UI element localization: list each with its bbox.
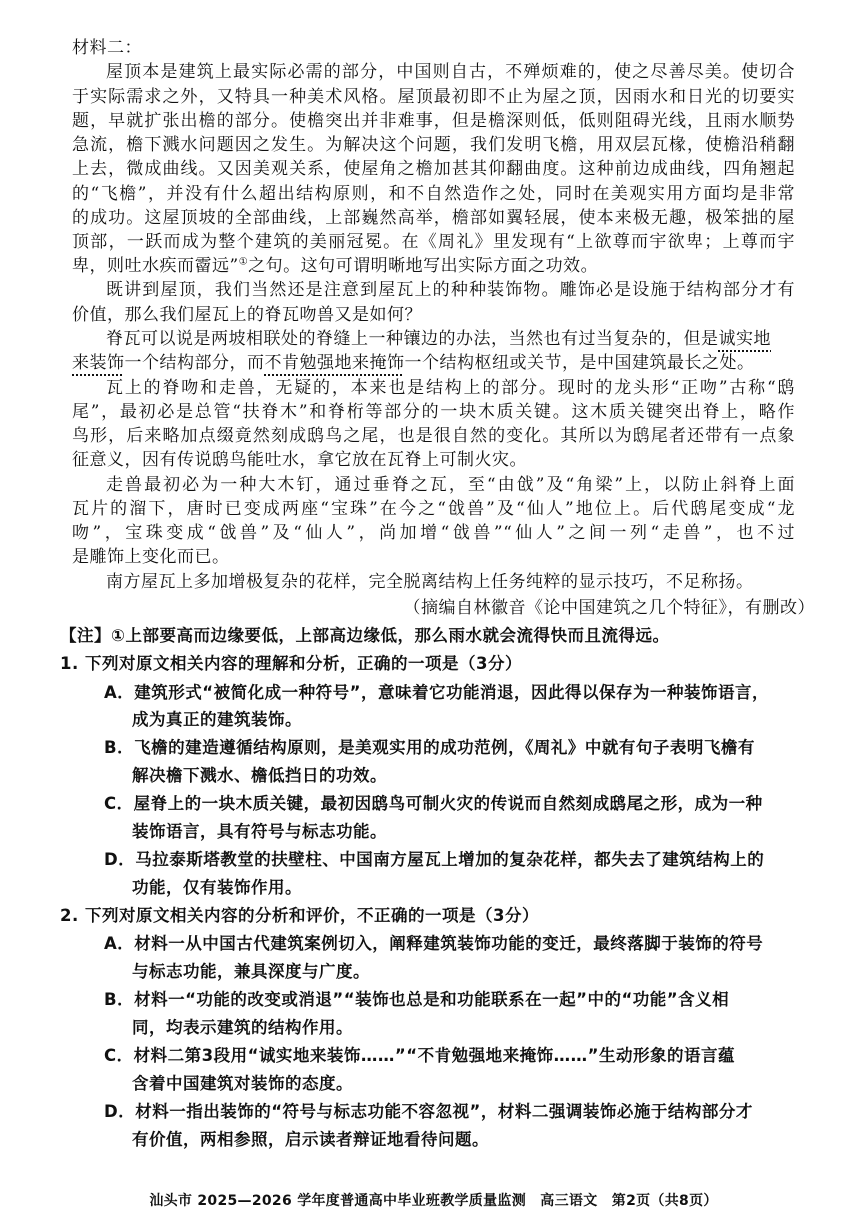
question-1-option-c-line-2: 装饰语言，具有符号与标志功能。 [132, 822, 387, 841]
question-1-option-b-line-1: B．飞檐的建造遵循结构原则，是美观实用的成功范例，《周礼》中就有句子表明飞檐有 [104, 738, 755, 757]
question-1-stem: 1. 下列对原文相关内容的理解和分析，正确的一项是（3分） [60, 654, 522, 673]
paragraph-4-line-1: 瓦上的脊吻和走兽，无疑的，本来也是结构上的部分。现时的龙头形“正吻”古称“鸱 [106, 378, 795, 398]
paragraph-6: 南方屋瓦上多加增极复杂的花样，完全脱离结构上任务纯粹的显示技巧，不足称扬。 [106, 572, 754, 592]
paragraph-1-quote-end: 卑，则吐水疾而霤远” [72, 256, 239, 276]
question-2-option-c-line-2: 含着中国建筑对装饰的态度。 [132, 1074, 353, 1093]
footnote-marker: ① [238, 256, 249, 268]
paragraph-1-tail: 之句。这句可谓明晰地写出实际方面之功效。 [248, 256, 599, 276]
question-1-option-d-line-1: D．马拉泰斯塔教堂的扶壁柱、中国南方屋瓦上增加的复杂花样，都失去了建筑结构上的 [104, 850, 765, 869]
question-1-option-a-line-1: A．建筑形式“被简化成一种符号”，意味着它功能消退，因此得以保存为一种装饰语言， [104, 683, 769, 702]
paragraph-3-text: 脊瓦可以说是两坡相联处的脊缝上一种镶边的办法，当然也有过当复杂的，但是 [106, 329, 719, 349]
emphasis-decorate: 来装饰 [72, 353, 125, 373]
question-1-option-b-line-2: 解决檐下溅水、檐低挡日的功效。 [132, 766, 387, 785]
question-2-stem: 2. 下列对原文相关内容的分析和评价，不正确的一项是（3分） [60, 906, 539, 925]
paragraph-4-line-4: 征意义，因有传说鸱鸟能吐水，拿它放在瓦脊上可制火灾。 [72, 450, 527, 470]
paragraph-1-line-5: 上去，微成曲线。又因美观关系，使屋角之檐加甚其仰翻曲度。这种前边成曲线，四角翘起 [72, 159, 795, 179]
paragraph-1-line-6: 的“飞檐”，并没有什么超出结构原则，和不自然造作之处，同时在美观实用方面均是非常 [72, 184, 795, 204]
paragraph-3-mid: 一个结构部分，而 [124, 353, 265, 373]
paragraph-2-line-1: 既讲到屋顶，我们当然还是注意到屋瓦上的种种装饰物。雕饰必是设施于结构部分才有 [106, 280, 795, 300]
paragraph-1-line-3: 题，早就扩张出檐的部分。使檐突出并非难事，但是檐深则低，低则阻碍光线，且雨水顺势 [72, 111, 795, 131]
question-2-option-a-line-2: 与标志功能，兼具深度与广度。 [132, 962, 370, 981]
question-1-option-d-line-2: 功能，仅有装饰作用。 [132, 878, 302, 897]
question-2-option-b-line-2: 同，均表示建筑的结构作用。 [132, 1018, 353, 1037]
question-2-option-a-line-1: A．材料一从中国古代建筑案例切入，阐释建筑装饰功能的变迁，最终落脚于装饰的符号 [104, 934, 764, 953]
question-2-option-d-line-2: 有价值，两相参照，启示读者辩证地看待问题。 [132, 1130, 489, 1149]
paragraph-1-line-1: 屋顶本是建筑上最实际必需的部分，中国则自古，不殚烦难的，使之尽善尽美。使切合 [106, 62, 795, 82]
paragraph-4-line-2: 尾”，最初必是总管“扶脊木”和脊桁等部分的一块木质关键。这木质关键突出脊上，略作 [72, 402, 795, 422]
paragraph-4-line-3: 鸟形，后来略加点缀竟然刻成鸱鸟之尾，也是很自然的变化。其所以为鸱尾者还带有一点象 [72, 426, 795, 446]
paragraph-5-line-2: 瓦片的溜下，唐时已变成两座“宝珠”在今之“戗兽”及“仙人”地位上。后代鸱尾变成“龙 [72, 499, 795, 519]
paragraph-5-line-3: 吻”，宝珠变成“戗兽”及“仙人”，尚加增“戗兽”“仙人”之间一列“走兽”，也不过 [72, 523, 795, 543]
emphasis-not-conceal: 不肯勉强地来掩饰 [264, 353, 405, 373]
paragraph-1-line-4: 急流，檐下溅水问题因之发生。为解决这个问题，我们发明飞檐，用双层瓦椽，使檐沿稍翻 [72, 135, 795, 155]
paragraph-1-line-9 [72, 254, 867, 278]
source-citation: （摘编自林徽音《论中国建筑之几个特征》，有删改） [403, 598, 815, 618]
paragraph-5-line-4: 是雕饰上变化而已。 [72, 547, 230, 567]
paragraph-3-end: 一个结构枢纽或关节，是中国建筑最长之处。 [404, 353, 755, 373]
question-2-option-d-line-1: D．材料一指出装饰的“符号与标志功能不容忽视”，材料二强调装饰必施于结构部分才 [104, 1102, 753, 1121]
footnote: 【注】①上部要高而边缘要低，上部高边缘低，那么雨水就会流得快而且流得远。 [60, 626, 670, 645]
paragraph-5-line-1: 走兽最初必为一种大木钉，通过垂脊之瓦，至“由戗”及“角梁”上，以防止斜脊上面 [106, 475, 795, 495]
paragraph-1-line-7: 的成功。这屋顶坡的全部曲线，上部巍然高举，檐部如翼轻展，使本来极无趣，极笨拙的屋 [72, 208, 795, 228]
paragraph-3-line-1 [106, 327, 795, 351]
question-1-option-c-line-1: C．屋脊上的一块木质关键，最初因鸱鸟可制火灾的传说而自然刻成鸱尾之形，成为一种 [104, 794, 763, 813]
emphasis-honestly: 诚实地 [718, 329, 771, 349]
paragraph-1-line-8: 顶部，一跃而成为整个建筑的美丽冠冕。在《周礼》里发现有“上欲尊而宇欲卑；上尊而宇 [72, 232, 795, 252]
question-2-option-c-line-1: C．材料二第3段用“诚实地来装饰……”“不肯勉强地来掩饰……”生动形象的语言蕴 [104, 1046, 735, 1065]
paragraph-2-line-2: 价值，那么我们屋瓦上的脊瓦吻兽又是如何？ [72, 305, 422, 325]
question-2-option-b-line-1: B．材料一“功能的改变或消退”“装饰也总是和功能联系在一起”中的“功能”含义相 [104, 990, 730, 1009]
paragraph-3-line-2 [72, 351, 795, 375]
paragraph-1-line-2: 于实际需求之外，又特具一种美术风格。屋顶最初即不止为屋之顶，因雨水和日光的切要实 [72, 87, 795, 107]
page-footer: 汕头市 2025—2026 学年度普通高中毕业班教学质量监测 高三语文 第2页（共8页） [149, 1193, 718, 1209]
question-1-option-a-line-2: 成为真正的建筑装饰。 [132, 710, 302, 729]
material-label: 材料二： [72, 38, 142, 58]
